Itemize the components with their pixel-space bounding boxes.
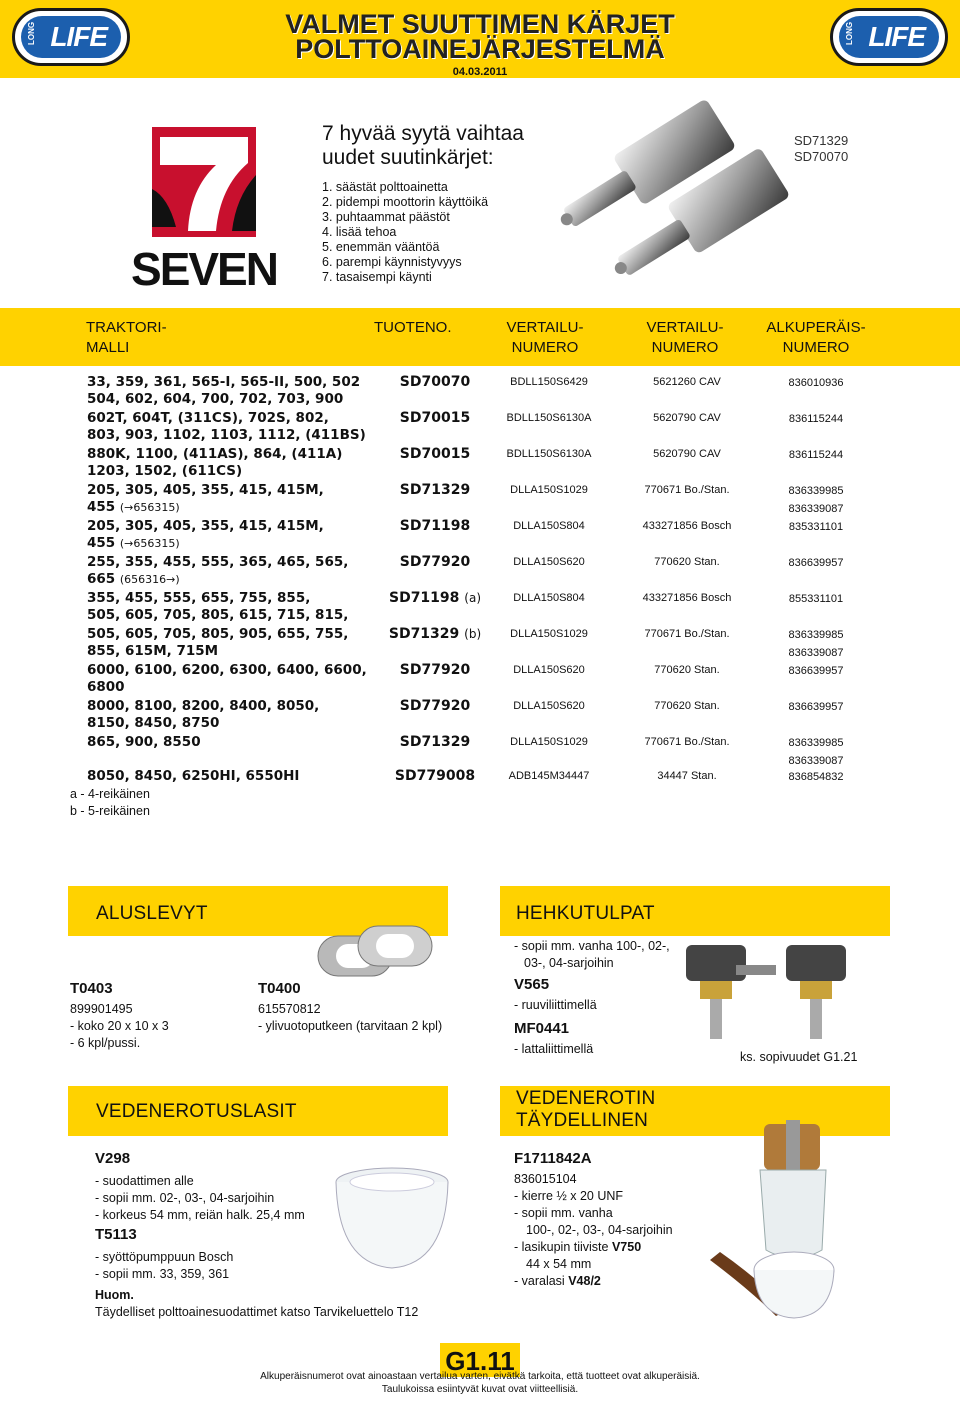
compare-number-1: DLLA150S804 xyxy=(513,520,585,532)
tractor-models-line2: 455 (→656315) xyxy=(87,535,180,551)
original-number: 836339985 836339087 xyxy=(788,485,844,515)
tractor-models-line2: 6800 xyxy=(87,679,125,695)
original-number: 855331101 xyxy=(788,593,844,605)
original-number: 836854832 xyxy=(788,771,844,783)
compare-number-2: 770620 Stan. xyxy=(654,664,720,676)
table-notes: a - 4-reikäinen b - 5-reikäinen xyxy=(70,787,150,818)
glowplug-see-also: ks. sopivuudet G1.21 xyxy=(740,1050,858,1064)
page-title-line2: POLTTOAINEJÄRJESTELMÄ xyxy=(295,34,665,64)
svg-text:SEVEN: SEVEN xyxy=(131,243,277,289)
compare-number-1: DLLA150S1029 xyxy=(510,736,588,748)
tractor-models-line1: 505, 605, 705, 805, 905, 655, 755, xyxy=(87,626,349,642)
compare-number-1: BDLL150S6130A xyxy=(506,448,592,460)
original-number: 836115244 xyxy=(788,413,844,425)
compare-number-2: 770671 Bo./Stan. xyxy=(644,628,730,640)
glass-v298: V298 - suodattimen alle - sopii mm. 02-, 03-, 04-sarjoihin - korkeus 54 mm, reiän halk. 25,4 mm xyxy=(95,1150,305,1222)
compare-number-1: ADB145M34447 xyxy=(508,770,590,782)
glowplug-v565: V565 - ruuviliittimellä xyxy=(514,976,597,1012)
product-code: SD77920 xyxy=(399,554,471,570)
list-item: 4. lisää tehoa xyxy=(322,225,397,239)
disclaimer-line1: Alkuperäisnumerot ovat ainoastaan vertailua varten, eivätkä tarkoita, että tuotteet ovat alkuperäisiä. xyxy=(260,1371,700,1382)
tractor-models-line1: 255, 355, 455, 555, 365, 465, 565, xyxy=(87,554,349,570)
list-item: 3. puhtaammat päästöt xyxy=(322,210,450,224)
compare-number-1: DLLA150S620 xyxy=(513,664,585,676)
header-compare1: VERTAILU- NUMERO xyxy=(506,319,584,356)
tractor-models-line1: 355, 455, 555, 655, 755, 855, xyxy=(87,590,311,606)
product-code: SD70015 xyxy=(399,446,471,462)
glowplug-mf0441: MF0441 - lattaliittimellä xyxy=(514,1020,594,1056)
compare-number-1: DLLA150S620 xyxy=(513,556,585,568)
list-item: 6. parempi käynnistyvyys xyxy=(322,255,462,269)
compare-number-2: 770671 Bo./Stan. xyxy=(644,484,730,496)
hehkutulpat-title: HEHKUTULPAT xyxy=(516,903,655,924)
glass-note: Huom. Täydelliset polttoainesuodattimet katso Tarvikeluettelo T12 xyxy=(95,1288,419,1319)
compare-number-2: 5620790 CAV xyxy=(653,412,721,424)
compare-number-1: DLLA150S1029 xyxy=(510,484,588,496)
separator-image xyxy=(690,1120,890,1320)
product-code: SD77920 xyxy=(399,698,471,714)
list-item: 5. enemmän vääntöä xyxy=(322,240,440,254)
separator-f1711842a: F1711842A 836015104 - kierre ½ x 20 UNF - sopii mm. vanha 100-, 02-, 03-, 04-sarjoihin - lasikupin tiiviste V750 44 x 54 mm - varalasi V48/2 xyxy=(514,1150,673,1288)
compare-number-1: DLLA150S620 xyxy=(513,700,585,712)
header-tractor: TRAKTORI- MALLI xyxy=(86,319,167,356)
product-code: SD70015 xyxy=(399,410,471,426)
tractor-models-line2: 855, 615M, 715M xyxy=(87,643,219,659)
tractor-models-line2: 504, 602, 604, 700, 702, 703, 900 xyxy=(87,391,344,407)
compare-number-2: 770671 Bo./Stan. xyxy=(644,736,730,748)
product-code: SD77920 xyxy=(399,662,471,678)
nozzle-codes: SD71329 SD70070 xyxy=(794,133,849,164)
page-title-line1: VALMET SUUTTIMEN KÄRJET xyxy=(285,9,675,39)
original-number: 836639957 xyxy=(788,701,844,713)
list-item: 7. tasaisempi käynti xyxy=(322,270,432,284)
original-number: 836639957 xyxy=(788,665,844,677)
product-code: SD71329 (b) xyxy=(388,626,482,642)
compare-number-2: 433271856 Bosch xyxy=(642,520,732,532)
compare-number-2: 770620 Stan. xyxy=(654,700,720,712)
original-number: 836339985 836339087 xyxy=(788,629,844,659)
longlife-logo-right: LIFE LONG xyxy=(830,8,948,66)
compare-number-1: BDLL150S6130A xyxy=(506,412,592,424)
nozzle-image xyxy=(555,100,795,300)
washer-t0403: T0403 899901495 - koko 20 x 10 x 3 - 6 kpl/pussi. xyxy=(70,980,169,1050)
header-compare2: VERTAILU- NUMERO xyxy=(646,319,724,356)
header-product: TUOTENO. xyxy=(374,319,452,336)
tractor-models-line1: 8000, 8100, 8200, 8400, 8050, xyxy=(87,698,320,714)
tractor-models-line2: 8150, 8450, 8750 xyxy=(87,715,220,731)
disclaimer-line2: Taulukoissa esiintyvät kuvat ovat viitteellisiä. xyxy=(381,1384,579,1395)
compare-number-2: 770620 Stan. xyxy=(654,556,720,568)
product-code: SD71329 xyxy=(399,482,471,498)
original-number: 836339985 836339087 xyxy=(788,737,844,767)
product-code: SD71198 (a) xyxy=(388,590,481,606)
washer-t0400: T0400 615570812 - ylivuotoputkeen (tarvitaan 2 kpl) xyxy=(258,980,443,1033)
tractor-models-line1: 602T, 604T, (311CS), 702S, 802, xyxy=(87,410,329,426)
longlife-logo-left: LIFE LONG xyxy=(12,8,130,66)
glowplug-image xyxy=(676,935,886,1045)
reasons-heading: 7 hyvää syytä vaihtaa uudet suutinkärjet: xyxy=(322,122,524,169)
glowplug-intro: - sopii mm. vanha 100-, 02-, 03-, 04-sarjoihin xyxy=(514,939,670,970)
product-code: SD71198 xyxy=(399,518,471,534)
tractor-models-line2: 1203, 1502, (611CS) xyxy=(87,463,243,479)
vedenerotin-title: VEDENEROTIN TÄYDELLINEN xyxy=(516,1088,656,1131)
compare-number-2: 5621260 CAV xyxy=(653,376,721,388)
compare-number-1: DLLA150S804 xyxy=(513,592,585,604)
original-number: 835331101 xyxy=(788,521,844,533)
seven-logo xyxy=(124,127,284,289)
reasons-list xyxy=(322,180,488,285)
list-item: 2. pidempi moottorin käyttöikä xyxy=(322,195,489,209)
page-date: 04.03.2011 xyxy=(452,66,508,78)
tractor-models-line1: 205, 305, 405, 355, 415, 415M, xyxy=(87,518,324,534)
page-id: G1.11 xyxy=(440,1343,520,1377)
original-number: 836115244 xyxy=(788,449,844,461)
compare-number-1: BDLL150S6429 xyxy=(510,376,588,388)
tractor-models-line2: 803, 903, 1102, 1103, 1112, (411BS) xyxy=(87,427,366,443)
original-number: 836639957 xyxy=(788,557,844,569)
original-number: 836010936 xyxy=(788,377,844,389)
list-item: 1. säästät polttoainetta xyxy=(322,180,448,194)
product-code: SD70070 xyxy=(399,374,471,390)
compare-number-2: 5620790 CAV xyxy=(653,448,721,460)
compare-number-1: DLLA150S1029 xyxy=(510,628,588,640)
tractor-models-line1: 865, 900, 8550 xyxy=(87,734,201,750)
compare-number-2: 433271856 Bosch xyxy=(642,592,732,604)
tractor-models-line1: 33, 359, 361, 565-I, 565-II, 500, 502 xyxy=(87,374,361,390)
tractor-models-line1: 880K, 1100, (411AS), 864, (411A) xyxy=(87,446,343,462)
glass-bowl-image xyxy=(322,1152,462,1292)
tractor-models-line1: 8050, 8450, 6250HI, 6550HI xyxy=(87,768,300,784)
tractor-models-line2: 665 (656316→) xyxy=(87,571,180,587)
product-code: SD71329 xyxy=(399,734,471,750)
aluslevyt-title: ALUSLEVYT xyxy=(96,903,208,924)
tractor-models-line2: 455 (→656315) xyxy=(87,499,180,515)
product-code: SD779008 xyxy=(394,768,476,784)
tractor-models-line1: 6000, 6100, 6200, 6300, 6400, 6600, xyxy=(87,662,367,678)
tractor-models-line2: 505, 605, 705, 805, 615, 715, 815, xyxy=(87,607,349,623)
glass-t5113: T5113 - syöttöpumppuun Bosch - sopii mm. 33, 359, 361 xyxy=(95,1226,234,1281)
compare-number-2: 34447 Stan. xyxy=(657,770,717,782)
tractor-models-line1: 205, 305, 405, 355, 415, 415M, xyxy=(87,482,324,498)
vedenerotuslasit-title: VEDENEROTUSLASIT xyxy=(96,1101,297,1122)
header-original: ALKUPERÄIS- NUMERO xyxy=(766,319,866,356)
